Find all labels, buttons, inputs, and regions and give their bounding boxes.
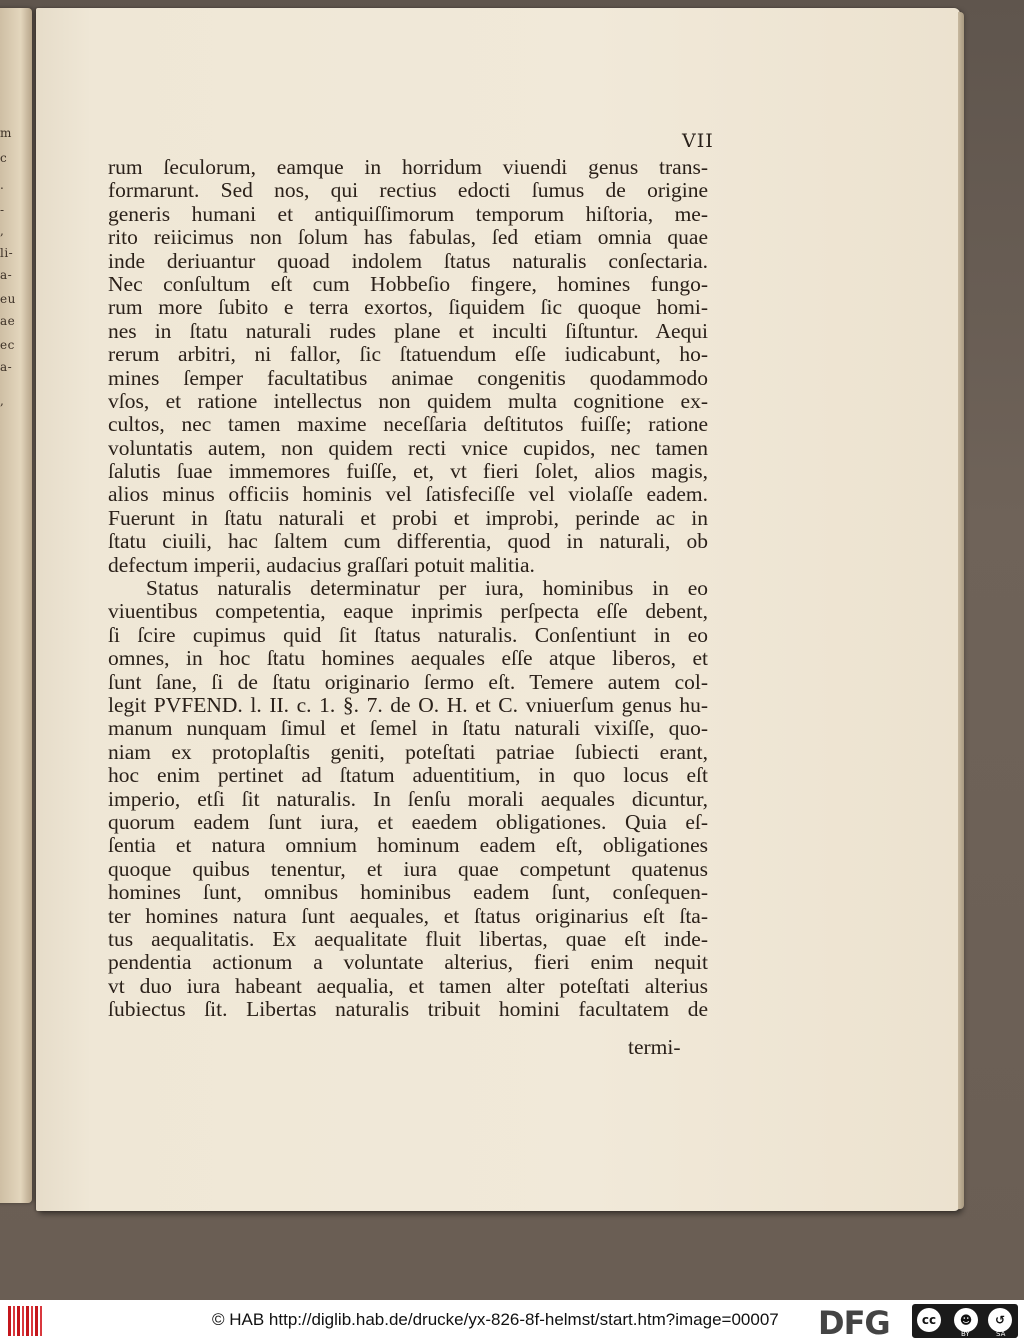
sa-tag: SA	[996, 1330, 1006, 1338]
text-line: cultos, nec tamen maxime neceſſaria deſtitutos fuiſſe; ratione	[108, 412, 708, 437]
text-line: Status naturalis determinatur per iura, hominibus in eo	[146, 576, 708, 601]
hab-logo-icon	[8, 1306, 42, 1336]
left-page-fragment: a-	[0, 268, 13, 282]
text-line: imperio, etſi ſit naturalis. In ſenſu morali aequales dicuntur,	[108, 786, 708, 811]
text-line: ſentia et natura omnium hominum eadem eſt, obligationes	[108, 833, 708, 858]
text-line: defectum imperii, audacius graſſari potuit malitia.	[108, 552, 535, 577]
left-page-edge	[0, 8, 32, 1203]
page-text	[108, 156, 708, 1021]
by-icon: ☻	[954, 1308, 978, 1332]
text-line: quorum eadem ſunt iura, et eaedem obligationes. Quia eſ-	[108, 809, 708, 834]
text-line: omnes, in hoc ſtatu homines aequales eſſe atque liberos, et	[108, 646, 708, 671]
left-page-fragment: ec	[0, 338, 15, 352]
text-line: rum ſeculorum, eamque in horridum viuendi genus trans-	[108, 155, 708, 179]
sa-icon: ↺	[988, 1308, 1012, 1332]
text-line: vt duo iura habeant aequalia, et tamen alter poteſtati alterius	[108, 973, 708, 998]
left-page-fragment: -	[0, 203, 5, 217]
cc-icon: cc	[917, 1308, 941, 1332]
text-line: nes in ſtatu naturali rudes plane et inculti ſiſtuntur. Aequi	[108, 318, 708, 343]
text-line: viuentibus competentia, eaque inprimis perſpecta eſſe debent,	[108, 599, 708, 624]
left-page-fragment: m	[0, 126, 12, 140]
text-line: vſos, et ratione intellectus non quidem multa cognitione ex-	[108, 388, 708, 413]
text-line: voluntatis autem, non quidem recti vnice cupidos, nec tamen	[108, 435, 708, 460]
text-line: tus aequalitatis. Ex aequalitate fluit libertas, quae eſt inde-	[108, 926, 708, 951]
text-line: alios minus officiis hominis vel ſatisfeciſſe vel violaſſe eadem.	[108, 482, 708, 507]
page-fore-edge	[958, 12, 964, 1209]
left-page-fragment: li-	[0, 246, 14, 260]
text-line: pendentia actionum a voluntate alterius, fieri enim nequit	[108, 950, 708, 975]
by-tag: BY	[961, 1330, 970, 1338]
catchword: termi-	[628, 1035, 681, 1059]
text-line: rerum arbitri, ni fallor, ſic ſtatuendum eſſe iudicabunt, ho-	[108, 342, 708, 367]
text-line: ſubiectus ſit. Libertas naturalis tribuit homini facultatem de	[108, 997, 708, 1022]
text-line: ſalutis ſuae immemores fuiſſe, et, vt fieri ſolet, alios magis,	[108, 459, 708, 484]
text-line: niam ex protoplaſtis geniti, poteſtati patriae ſubiecti erant,	[108, 739, 708, 764]
text-line: hoc enim pertinet ad ſtatum aduentitium, in quo locus eſt	[108, 763, 708, 788]
text-line: generis humani et antiquiſſimorum temporum hiſtoria, me-	[108, 201, 708, 226]
text-line: quoque quibus tenentur, et iura quae competunt quatenus	[108, 856, 708, 881]
text-line: ſunt ſane, ſi de ſtatu originario ſermo eſt. Temere autem col-	[108, 669, 708, 694]
left-page-fragment: .	[0, 178, 5, 192]
left-page-fragment: a-	[0, 360, 13, 374]
left-page-fragment: c	[0, 151, 8, 165]
text-line: inde deriuantur quoad indolem ſtatus naturalis conſectaria.	[108, 248, 708, 273]
left-page-fragment: ,	[0, 394, 5, 408]
text-line: mines ſemper facultatibus animae congenitis quodammodo	[108, 365, 708, 390]
text-line: ſtatu ciuili, hac ſaltem cum differentia, quod in naturali, ob	[108, 529, 708, 554]
source-link[interactable]: © HAB http://diglib.hab.de/drucke/yx-826-8f-helmst/start.htm?image=00007	[212, 1310, 779, 1329]
text-line: Nec conſultum eſt cum Hobbeſio fingere, homines fungo-	[108, 271, 708, 296]
footer-bar	[0, 1300, 1024, 1343]
dfg-logo: DFG	[818, 1304, 890, 1342]
text-line: homines ſunt, omnibus hominibus eadem ſunt, conſequen-	[108, 880, 708, 905]
text-line: legit PVFEND. l. II. c. 1. §. 7. de O. H. et C. vniuerſum genus hu-	[108, 692, 708, 717]
cc-license-badge[interactable]	[912, 1304, 1018, 1338]
text-line: rum more ſubito e terra exortos, ſiquidem ſic quoque homi-	[108, 295, 708, 320]
left-page-fragment: ae	[0, 314, 16, 328]
page-number: VII	[682, 130, 714, 152]
text-line: Fuerunt in ſtatu naturali et probi et improbi, perinde ac in	[108, 505, 708, 530]
text-line: rito reiicimus non ſolum has fabulas, ſed etiam omnia quae	[108, 225, 708, 250]
text-line: formarunt. Sed nos, qui rectius edocti ſumus de origine	[108, 178, 708, 203]
text-line: manum nunquam ſimul et ſemel in ſtatu naturali vixiſſe, quo-	[108, 716, 708, 741]
left-page-fragment: eu	[0, 292, 16, 306]
text-line: ſi ſcire cupimus quid ſit ſtatus naturalis. Conſentiunt in eo	[108, 622, 708, 647]
text-line: ter homines natura ſunt aequales, et ſtatus originarius eſt ſta-	[108, 903, 708, 928]
left-page-fragment: ,	[0, 224, 5, 238]
